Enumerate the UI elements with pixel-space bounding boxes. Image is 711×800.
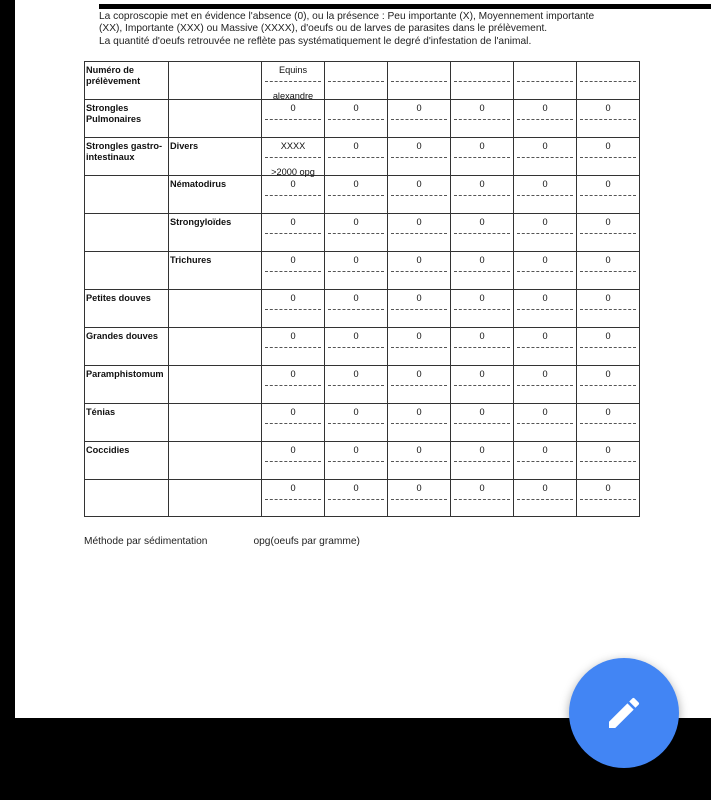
method-label: Méthode par sédimentation <box>84 536 208 547</box>
row-sublabel <box>169 404 262 442</box>
cell-value: 0 <box>416 255 422 265</box>
value-cell <box>577 138 640 176</box>
intro-line-3: La quantité d'oeufs retrouvée ne reflète pas systématiquement le degré d'infestation de l'animal. <box>99 35 532 47</box>
intro-line-1: La coproscopie met en évidence l'absence (0), ou la présence : Peu importante (X), Moyennement importante <box>99 11 595 22</box>
row-label: Paramphistomum <box>85 366 169 404</box>
row-sublabel: Divers <box>169 138 262 176</box>
cell-value: 0 <box>542 217 548 227</box>
header-cell <box>262 62 325 100</box>
unit-label: opg(oeufs par gramme) <box>253 536 360 547</box>
value-cell <box>262 404 325 442</box>
cell-value: 0 <box>542 255 548 265</box>
pencil-icon <box>604 693 644 733</box>
table-row <box>85 214 640 252</box>
cell-value: 0 <box>605 293 611 303</box>
row-label <box>85 176 169 214</box>
value-cell <box>262 328 325 366</box>
row-label: Petites douves <box>85 290 169 328</box>
cell-value: 0 <box>542 179 548 189</box>
value-cell <box>514 214 577 252</box>
cell-value: 0 <box>290 483 296 493</box>
cell-value: 0 <box>542 407 548 417</box>
value-cell <box>325 404 388 442</box>
cell-value: XXXX <box>280 141 306 151</box>
value-cell <box>514 252 577 290</box>
value-cell <box>514 290 577 328</box>
cell-value: 0 <box>605 483 611 493</box>
cell-value: 0 <box>605 103 611 113</box>
cell-value: 0 <box>290 179 296 189</box>
value-cell <box>577 252 640 290</box>
row-label: Coccidies <box>85 442 169 480</box>
cell-value: 0 <box>479 293 485 303</box>
value-cell <box>262 138 325 176</box>
value-cell <box>451 100 514 138</box>
value-cell <box>262 290 325 328</box>
cell-value: 0 <box>353 255 359 265</box>
cell-value: 0 <box>605 141 611 151</box>
cell-value: 0 <box>416 369 422 379</box>
value-cell <box>577 328 640 366</box>
value-cell <box>514 138 577 176</box>
value-cell <box>514 100 577 138</box>
value-cell <box>388 328 451 366</box>
header-rule <box>99 4 711 9</box>
value-cell <box>577 214 640 252</box>
value-cell <box>514 480 577 517</box>
header-top: Equins <box>278 65 308 75</box>
table-header-row <box>85 62 640 100</box>
cell-value: 0 <box>479 103 485 113</box>
cell-value: 0 <box>290 369 296 379</box>
value-cell <box>388 442 451 480</box>
cell-value: 0 <box>542 141 548 151</box>
row-label: Strongles gastro-intestinaux <box>85 138 169 176</box>
value-cell <box>577 100 640 138</box>
value-cell <box>451 480 514 517</box>
table-row <box>85 138 640 176</box>
value-cell <box>325 252 388 290</box>
cell-value: 0 <box>479 369 485 379</box>
value-cell <box>262 366 325 404</box>
edit-button[interactable] <box>569 658 679 768</box>
table-row <box>85 252 640 290</box>
value-cell <box>577 176 640 214</box>
value-cell <box>451 442 514 480</box>
value-cell <box>325 442 388 480</box>
row-sublabel <box>169 480 262 517</box>
header-cell-empty <box>514 62 577 100</box>
value-cell <box>388 138 451 176</box>
cell-value: 0 <box>290 445 296 455</box>
value-cell <box>514 442 577 480</box>
cell-value: 0 <box>605 407 611 417</box>
table-row <box>85 176 640 214</box>
value-cell <box>577 480 640 517</box>
value-cell <box>577 404 640 442</box>
value-cell <box>451 404 514 442</box>
cell-value: 0 <box>605 179 611 189</box>
value-cell <box>262 214 325 252</box>
cell-value: 0 <box>605 331 611 341</box>
row-sublabel <box>169 100 262 138</box>
cell-value: 0 <box>290 407 296 417</box>
row-label: Strongles Pulmonaires <box>85 100 169 138</box>
value-cell <box>325 290 388 328</box>
cell-value: 0 <box>479 141 485 151</box>
cell-detail: >2000 opg <box>271 167 315 177</box>
cell-value: 0 <box>353 407 359 417</box>
cell-value: 0 <box>353 331 359 341</box>
table-row <box>85 442 640 480</box>
value-cell <box>514 328 577 366</box>
cell-value: 0 <box>479 255 485 265</box>
value-cell <box>388 214 451 252</box>
value-cell <box>262 176 325 214</box>
value-cell <box>325 100 388 138</box>
header-cell-empty <box>577 62 640 100</box>
cell-value: 0 <box>353 445 359 455</box>
header-bottom: alexandre <box>272 91 314 101</box>
cell-value: 0 <box>290 331 296 341</box>
value-cell <box>577 290 640 328</box>
value-cell <box>451 328 514 366</box>
table-row <box>85 366 640 404</box>
cell-value: 0 <box>542 103 548 113</box>
cell-value: 0 <box>416 407 422 417</box>
cell-value: 0 <box>542 445 548 455</box>
value-cell <box>262 480 325 517</box>
cell-value: 0 <box>353 293 359 303</box>
table-row <box>85 100 640 138</box>
table-row <box>85 290 640 328</box>
table-row <box>85 404 640 442</box>
value-cell <box>451 252 514 290</box>
row-sublabel <box>169 366 262 404</box>
value-cell <box>388 252 451 290</box>
value-cell <box>388 404 451 442</box>
header-cell-empty <box>325 62 388 100</box>
value-cell <box>577 442 640 480</box>
cell-value: 0 <box>479 331 485 341</box>
cell-value: 0 <box>416 331 422 341</box>
cell-value: 0 <box>416 445 422 455</box>
cell-value: 0 <box>416 103 422 113</box>
cell-value: 0 <box>416 141 422 151</box>
value-cell <box>451 176 514 214</box>
cell-value: 0 <box>290 103 296 113</box>
row-label <box>85 252 169 290</box>
value-cell <box>325 480 388 517</box>
cell-value: 0 <box>605 445 611 455</box>
value-cell <box>262 100 325 138</box>
header-cell-empty <box>451 62 514 100</box>
row-sublabel <box>169 328 262 366</box>
cell-value: 0 <box>290 217 296 227</box>
value-cell <box>325 138 388 176</box>
intro-text <box>99 11 679 48</box>
cell-value: 0 <box>542 331 548 341</box>
value-cell <box>388 366 451 404</box>
cell-value: 0 <box>479 179 485 189</box>
value-cell <box>262 252 325 290</box>
value-cell <box>388 100 451 138</box>
row-sublabel <box>169 442 262 480</box>
results-table <box>84 61 640 517</box>
cell-value: 0 <box>290 255 296 265</box>
value-cell <box>514 404 577 442</box>
cell-value: 0 <box>353 483 359 493</box>
cell-value: 0 <box>416 217 422 227</box>
table-row <box>85 480 640 517</box>
cell-value: 0 <box>353 103 359 113</box>
row-label <box>85 214 169 252</box>
cell-value: 0 <box>416 293 422 303</box>
row-sublabel: Trichures <box>169 252 262 290</box>
value-cell <box>451 214 514 252</box>
cell-value: 0 <box>542 293 548 303</box>
cell-value: 0 <box>605 255 611 265</box>
row-label: Grandes douves <box>85 328 169 366</box>
value-cell <box>514 366 577 404</box>
row-sublabel <box>169 290 262 328</box>
cell-value: 0 <box>542 483 548 493</box>
cell-value: 0 <box>353 217 359 227</box>
cell-value: 0 <box>290 293 296 303</box>
intro-line-2: (XX), Importante (XXX) ou Massive (XXXX), d'oeufs ou de larves de parasites dans le prélèvement. <box>99 23 548 35</box>
cell-value: 0 <box>479 445 485 455</box>
cell-value: 0 <box>416 483 422 493</box>
header-label: Numéro de prélèvement <box>85 62 169 100</box>
value-cell <box>451 366 514 404</box>
row-sublabel: Strongyloïdes <box>169 214 262 252</box>
header-sub-cell <box>169 62 262 100</box>
cell-value: 0 <box>479 217 485 227</box>
value-cell <box>451 290 514 328</box>
value-cell <box>514 176 577 214</box>
table-row <box>85 328 640 366</box>
cell-value: 0 <box>605 369 611 379</box>
value-cell <box>388 290 451 328</box>
value-cell <box>325 366 388 404</box>
value-cell <box>388 176 451 214</box>
cell-value: 0 <box>542 369 548 379</box>
cell-value: 0 <box>479 407 485 417</box>
row-label <box>85 480 169 517</box>
value-cell <box>262 442 325 480</box>
value-cell <box>325 176 388 214</box>
cell-value: 0 <box>353 369 359 379</box>
value-cell <box>325 214 388 252</box>
row-sublabel: Nématodirus <box>169 176 262 214</box>
cell-value: 0 <box>479 483 485 493</box>
value-cell <box>325 328 388 366</box>
value-cell <box>388 480 451 517</box>
value-cell <box>577 366 640 404</box>
cell-value: 0 <box>353 179 359 189</box>
row-label: Ténias <box>85 404 169 442</box>
header-cell-empty <box>388 62 451 100</box>
value-cell <box>451 138 514 176</box>
cell-value: 0 <box>416 179 422 189</box>
cell-value: 0 <box>353 141 359 151</box>
cell-value: 0 <box>605 217 611 227</box>
footer-text <box>84 536 360 547</box>
